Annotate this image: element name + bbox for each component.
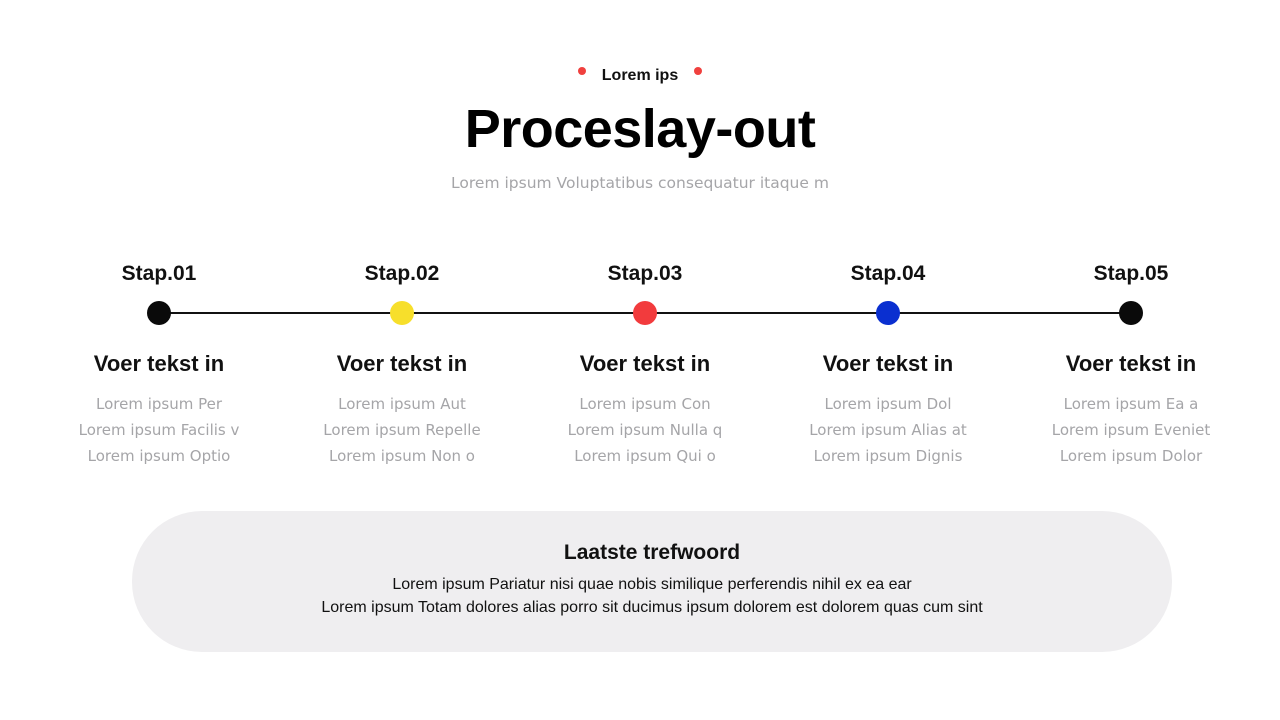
step-desc-line: Lorem ipsum Nulla q (567, 421, 723, 439)
step-desc-line: Lorem ipsum Dol (824, 395, 952, 413)
step-label: Stap.03 (607, 262, 683, 285)
eyebrow-text: Lorem ips (601, 67, 679, 84)
red-dot-icon (694, 67, 702, 75)
red-dot-icon (578, 67, 586, 75)
step-desc-line: Lorem ipsum Con (579, 395, 711, 413)
step-desc-line: Lorem ipsum Eveniet (1051, 421, 1211, 439)
step-desc-line: Lorem ipsum Per (95, 395, 222, 413)
summary-line: Lorem ipsum Pariatur nisi quae nobis similique perferendis nihil ex ea ear (392, 576, 912, 593)
step-dot-icon (633, 301, 657, 325)
eyebrow (0, 67, 1280, 85)
step-desc-line: Lorem ipsum Dolor (1059, 447, 1203, 465)
step-desc-line: Lorem ipsum Optio (87, 447, 231, 465)
step-desc-line: Lorem ipsum Dignis (813, 447, 963, 465)
step-dot-icon (147, 301, 171, 325)
step-label: Stap.01 (121, 262, 197, 285)
page-title: Proceslay-out (464, 99, 816, 159)
step-label: Stap.05 (1093, 262, 1169, 285)
step-desc-line: Lorem ipsum Facilis v (78, 421, 240, 439)
summary-box (132, 511, 1172, 652)
step-dot-icon (1119, 301, 1143, 325)
summary-heading: Laatste trefwoord (563, 541, 741, 564)
step-desc-line: Lorem ipsum Qui o (574, 447, 716, 465)
step-desc-line: Lorem ipsum Repelle (323, 421, 481, 439)
step-dot-icon (390, 301, 414, 325)
step-heading: Voer tekst in (579, 351, 711, 376)
step-heading: Voer tekst in (336, 351, 468, 376)
step-label: Stap.04 (850, 262, 926, 285)
step-desc-line: Lorem ipsum Alias at (809, 421, 967, 439)
step-label: Stap.02 (364, 262, 440, 285)
step-desc-line: Lorem ipsum Ea a (1063, 395, 1199, 413)
step-desc-line: Lorem ipsum Non o (329, 447, 475, 465)
summary-line: Lorem ipsum Totam dolores alias porro sit ducimus ipsum dolorem est dolorem quas cum sint (321, 599, 983, 616)
step-heading: Voer tekst in (1065, 351, 1197, 376)
step-heading: Voer tekst in (93, 351, 225, 376)
step-heading: Voer tekst in (822, 351, 954, 376)
step-dot-icon (876, 301, 900, 325)
step-desc-line: Lorem ipsum Aut (338, 395, 466, 413)
subtitle: Lorem ipsum Voluptatibus consequatur itaque m (451, 174, 829, 192)
